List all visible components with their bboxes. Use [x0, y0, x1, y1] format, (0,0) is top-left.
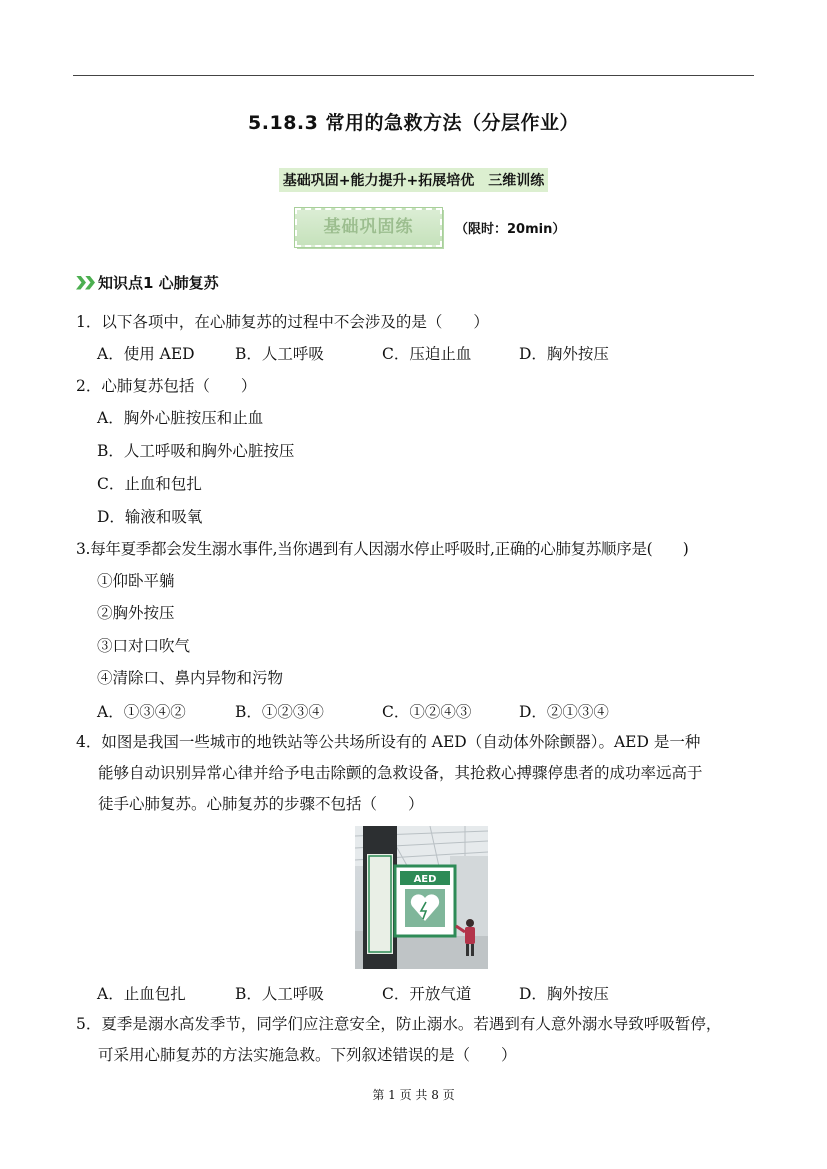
question-2-option-c: C．止血和包扎	[97, 475, 202, 493]
question-4-line-3: 徒手心肺复苏。心肺复苏的步骤不包括（ ）	[98, 795, 424, 813]
question-5-line-1: 5．夏季是溺水高发季节，同学们应注意安全，防止溺水。若遇到有人意外溺水导致呼吸暂停，	[76, 1015, 722, 1033]
knowledge-point-heading	[76, 272, 219, 293]
question-4-option-b: B．人工呼吸	[235, 985, 324, 1003]
question-5-line-2: 可采用心肺复苏的方法实施急救。下列叙述错误的是（ ）	[98, 1046, 517, 1064]
question-3-item-2: ②胸外按压	[97, 604, 175, 622]
question-3-item-4: ④清除口、鼻内异物和污物	[97, 669, 284, 687]
chevron-right-icon	[85, 276, 95, 290]
question-1-stem: 1．以下各项中，在心肺复苏的过程中不会涉及的是（ ）	[76, 313, 489, 331]
question-3-item-1: ①仰卧平躺	[97, 572, 175, 590]
aed-photo	[355, 826, 488, 969]
question-1-options	[97, 342, 737, 362]
question-2-option-b: B．人工呼吸和胸外心脏按压	[97, 442, 295, 460]
question-3-item-3: ③口对口吹气	[97, 637, 191, 655]
page-title: 5.18.3 常用的急救方法（分层作业）	[248, 112, 579, 134]
question-4-option-a: A．止血包扎	[97, 985, 186, 1003]
page-footer: 第 1 页 共 8 页	[372, 1088, 455, 1102]
header-rule	[73, 75, 754, 76]
question-3-option-d: D．②①③④	[519, 703, 609, 721]
question-4-line-1: 4．如图是我国一些城市的地铁站等公共场所设有的 AED（自动体外除颤器）。AED 是一种	[76, 733, 701, 751]
question-5-stem	[76, 1009, 756, 1071]
question-3-option-c: C．①②④③	[382, 703, 472, 721]
question-3-option-a: A．①③④②	[97, 703, 186, 721]
section-badge: 基础巩固练	[295, 208, 442, 247]
subtitle: 基础巩固+能力提升+拓展培优 三维训练	[279, 168, 548, 192]
aed-photo-illustration	[355, 826, 488, 969]
question-4-option-d: D．胸外按压	[519, 985, 609, 1003]
question-2-stem: 2．心肺复苏包括（ ）	[76, 377, 257, 395]
chevron-right-icon	[76, 276, 86, 290]
question-3-options	[97, 700, 737, 720]
question-2-option-a: A．胸外心脏按压和止血	[97, 409, 264, 427]
question-4-options	[97, 982, 737, 1002]
question-3-option-b: B．①②③④	[235, 703, 324, 721]
question-4-stem	[76, 727, 756, 820]
aed-sign-label: AED	[413, 874, 437, 885]
time-limit: （限时：20min）	[455, 222, 566, 237]
knowledge-point-label: 知识点1 心肺复苏	[98, 274, 219, 292]
question-1-option-a: A．使用 AED	[97, 345, 195, 363]
question-3-stem: 3.每年夏季都会发生溺水事件,当你遇到有人因溺水停止呼吸时,正确的心肺复苏顺序是( )	[76, 540, 689, 558]
question-1-option-d: D．胸外按压	[519, 345, 609, 363]
question-1-option-b: B．人工呼吸	[235, 345, 324, 363]
question-4-option-c: C．开放气道	[382, 985, 472, 1003]
question-1-option-c: C．压迫止血	[382, 345, 472, 363]
question-4-line-2: 能够自动识别异常心律并给予电击除颤的急救设备，其抢救心搏骤停患者的成功率远高于	[98, 764, 703, 782]
question-2-option-d: D．输液和吸氧	[97, 508, 203, 526]
subtitle-row	[0, 168, 827, 192]
